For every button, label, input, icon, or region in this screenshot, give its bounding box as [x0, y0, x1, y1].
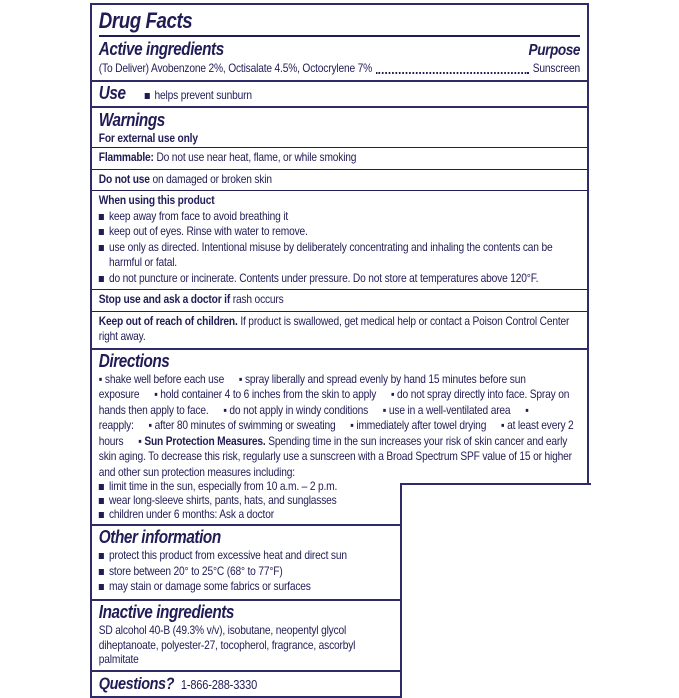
label-title: Drug Facts [98, 8, 193, 33]
square-bullet-icon [99, 569, 104, 575]
do-not-use-lead: Do not use [98, 171, 150, 186]
square-bullet-icon [99, 276, 104, 282]
keep-out-rest: If product is swallowed, get medical help or contact a Poison Control Center right away. [98, 313, 570, 343]
flammable-rest: Do not use near heat, flame, or while smoking [153, 150, 357, 164]
other-information-heading: Other information [98, 527, 221, 548]
sun-protection-measures-lead: Sun Protection Measures. [144, 433, 266, 448]
when-using-bullet: keep out of eyes. Rinse with water to remove. [99, 224, 580, 240]
when-using-bullet: keep away from face to avoid breathing it [99, 209, 580, 225]
section-other-information [90, 524, 402, 601]
drug-facts-label [90, 3, 589, 698]
square-bullet-icon [99, 229, 104, 235]
square-bullet-icon [99, 245, 104, 251]
use-heading: Use [98, 82, 126, 103]
square-bullet-icon [99, 484, 104, 490]
square-bullet-icon [99, 512, 104, 518]
stop-use-rest: rash occurs [230, 292, 284, 306]
keep-out-block [92, 311, 587, 348]
flammable-lead: Flammable: [98, 150, 154, 164]
stop-use-block [92, 289, 587, 311]
inactive-ingredients-heading: Inactive ingredients [98, 602, 235, 623]
when-using-bullet: use only as directed. Intentional misuse by deliberately concentrating and inhaling the contents can be harmful or fatal. [99, 240, 580, 271]
square-bullet-icon [99, 214, 104, 220]
do-not-use-block [92, 169, 587, 191]
section-directions [90, 348, 589, 527]
active-ingredients-block [92, 37, 587, 80]
other-info-bullet: store between 20° to 25°C (68° to 77°F) [99, 564, 393, 580]
inactive-ingredient-names: SD alcohol 40-B (49.3% v/v), isobutane, neopentyl glycol diheptanoate, polyester-27, tocopherol, fragrance, ascorbyl palmitate [98, 623, 356, 667]
directions-bullet: limit time in the sun, especially from 10 a.m. – 2 p.m. [99, 480, 580, 494]
stop-use-lead: Stop use and ask a doctor if [98, 292, 231, 306]
use-bullet-text: helps prevent sunburn [154, 87, 252, 102]
square-bullet-icon [99, 498, 104, 504]
section-drug-facts [90, 3, 589, 82]
when-using-block [92, 190, 587, 289]
section-questions [90, 670, 402, 698]
when-using-bullet: do not puncture or incinerate. Contents under pressure. Do not store at temperatures above 120°F. [99, 271, 580, 287]
purpose-value: Sunscreen [532, 61, 580, 75]
label-step-cutout [400, 483, 591, 526]
square-bullet-icon [144, 93, 149, 99]
section-inactive-ingredients [90, 599, 402, 672]
other-info-bullet: protect this product from excessive heat and direct sun [99, 548, 393, 564]
directions-paragraph: ▪ shake well before each use ▪ spray liberally and spread evenly by hand 15 minutes before sun exposure ▪ hold container 4 to 6 inches from the skin to apply ▪ do not spray directly into face. Spray on hands then apply to face. ▪ do not apply in windy conditions ▪ use in a well-ventilated area ▪ reapply: ▪ after 80 minutes of swimming or sweating ▪ immediately after towel drying ▪ at least every 2 hours ▪ Sun Protection Measures. Spending time in the sun increases your risk of skin cancer and early skin aging. To decrease this risk, regularly use a sunscreen with a Broad Spectrum SPF value of 15 or higher and other sun protection measures including: [98, 371, 574, 479]
section-warnings [90, 106, 589, 350]
directions-bullet: children under 6 months: Ask a doctor [99, 508, 580, 522]
square-bullet-icon [99, 553, 104, 559]
purpose-heading: Purpose [528, 42, 580, 59]
warnings-header-block [92, 108, 587, 148]
dotted-leader [376, 72, 528, 74]
square-bullet-icon [99, 584, 104, 590]
when-using-lead: When using this product [98, 193, 215, 207]
keep-out-lead: Keep out of reach of children. [98, 313, 238, 328]
other-info-bullet: may stain or damage some fabrics or surfaces [99, 579, 393, 595]
external-use-text: For external use only [98, 130, 198, 145]
questions-heading: Questions? [98, 673, 175, 693]
do-not-use-rest: on damaged or broken skin [149, 171, 272, 186]
directions-bullet: wear long-sleeve shirts, pants, hats, and sunglasses [99, 494, 580, 508]
section-use [90, 80, 589, 108]
directions-heading: Directions [98, 350, 170, 371]
flammable-block [92, 147, 587, 169]
active-ingredient-names: (To Deliver) Avobenzone 2%, Octisalate 4.5%, Octocrylene 7% [98, 61, 373, 75]
questions-phone-number: 1-866-288-3330 [180, 676, 258, 692]
active-ingredients-heading: Active ingredients [98, 39, 224, 59]
warnings-heading: Warnings [98, 109, 165, 130]
